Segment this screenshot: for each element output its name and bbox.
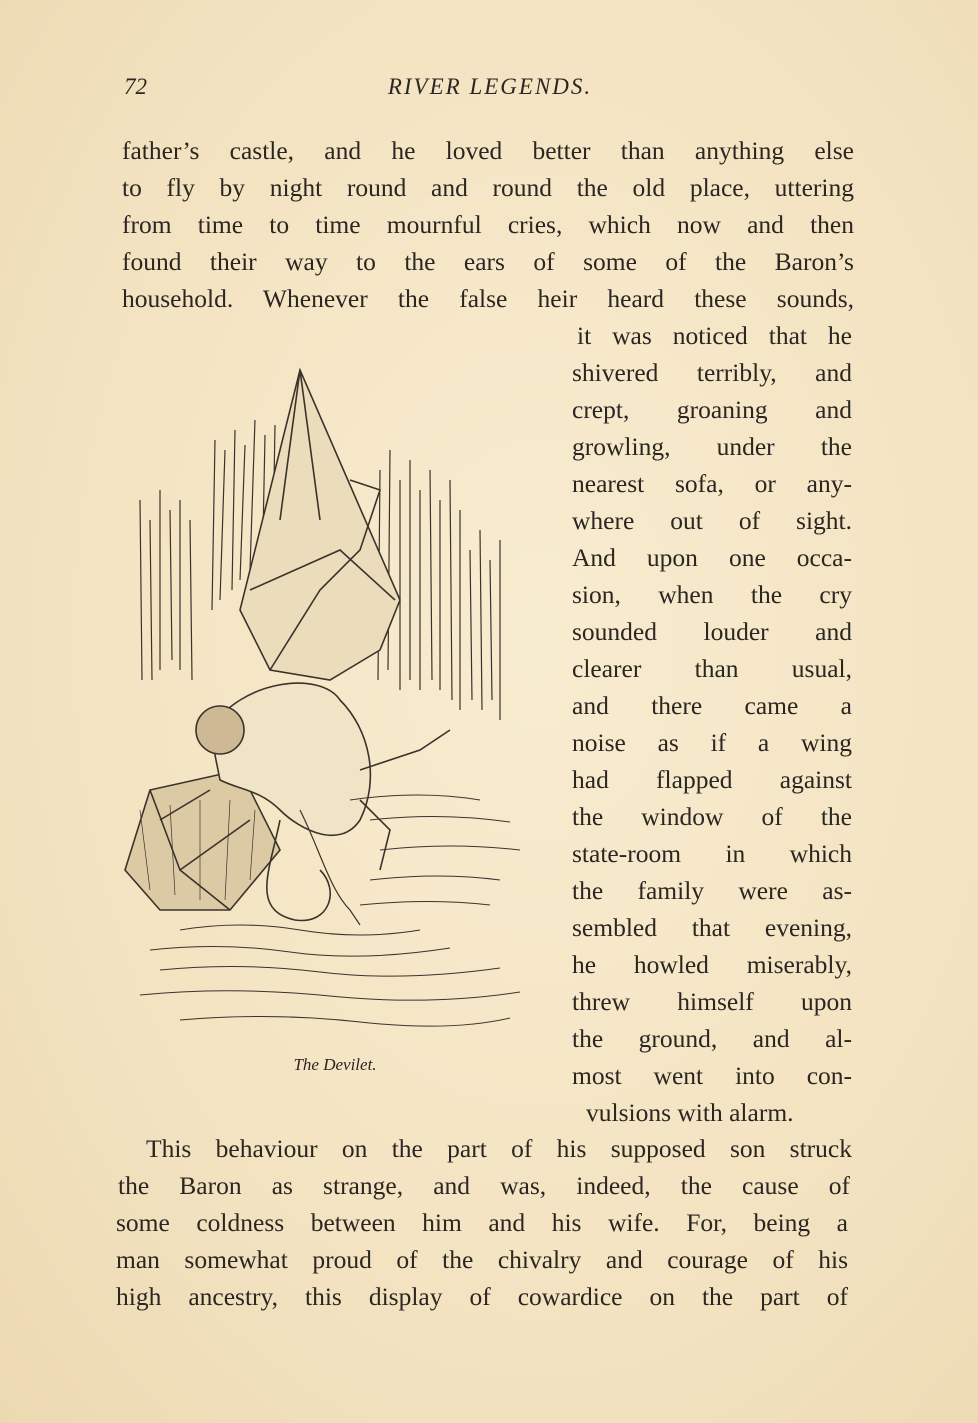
text-line: the ground, and al- [572,1024,852,1053]
figure-caption: The Devilet. [293,1055,377,1074]
text-line: the window of the [572,802,852,831]
text-line: shivered terribly, and [572,358,852,387]
text-line: vulsions with alarm. [586,1098,794,1127]
text-line: man somewhat proud of the chivalry and courage of his [116,1245,848,1274]
text-line: to fly by night round and round the old place, uttering [122,173,854,202]
text-line: the family were as- [572,876,852,905]
page-number: 72 [124,74,147,99]
text-line: clearer than usual, [572,654,852,683]
text-line: nearest sofa, or any- [572,469,852,498]
text-line: sembled that evening, [572,913,852,942]
running-head: RIVER LEGENDS. [387,74,593,99]
text-line: and there came a [572,691,852,720]
text-line: threw himself upon [572,987,852,1016]
text-line: it was noticed that he [577,321,852,350]
text-line: had flapped against [572,765,852,794]
upper-wing [240,370,400,680]
text-line: from time to time mournful cries, which now and then [122,210,854,239]
text-line: high ancestry, this display of cowardice on the part of [116,1282,848,1311]
devilet-illustration [120,350,530,1040]
text-line: some coldness between him and his wife. For, being a [116,1208,848,1237]
text-line: And upon one occa- [572,543,852,572]
text-line: the Baron as strange, and was, indeed, the cause of [118,1171,850,1200]
text-line: This behaviour on the part of his supposed son struck [146,1134,852,1163]
text-line: crept, groaning and [572,395,852,424]
text-line: most went into con- [572,1061,852,1090]
text-line: household. Whenever the false heir heard these sounds, [122,284,854,313]
text-line: where out of sight. [572,506,852,535]
text-line: father’s castle, and he loved better than anything else [122,136,854,165]
text-line: found their way to the ears of some of the Baron’s [122,247,854,276]
text-line: state-room in which [572,839,852,868]
text-line: sounded louder and [572,617,852,646]
text-line: sion, when the cry [572,580,852,609]
text-line: noise as if a wing [572,728,852,757]
page-header [120,74,860,110]
text-line: growling, under the [572,432,852,461]
text-line: he howled miserably, [572,950,852,979]
